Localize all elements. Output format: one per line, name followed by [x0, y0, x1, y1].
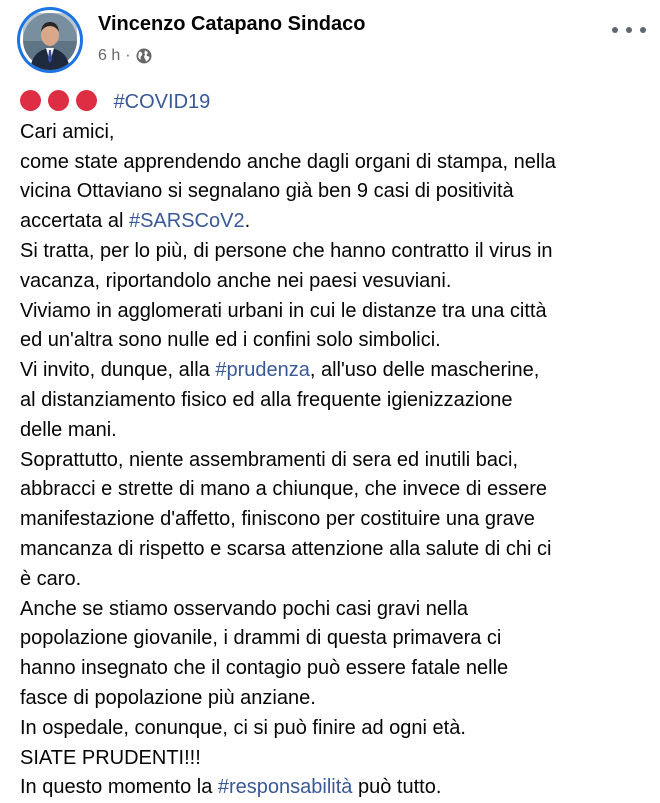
line-text: In questo momento la — [20, 776, 218, 799]
avatar[interactable] — [20, 10, 80, 70]
post-line: delle mani. — [20, 418, 117, 441]
line-text: può tutto. — [352, 776, 442, 799]
post-header — [0, 0, 660, 80]
line-text: . — [244, 210, 251, 233]
hashtag-link[interactable]: #prudenza — [215, 359, 310, 382]
post-line: ed un'altra sono nulle ed i confini solo simbolici. — [20, 329, 441, 352]
post-line: fasce di popolazione più anziane. — [20, 686, 316, 709]
more-options-icon[interactable] — [612, 20, 646, 40]
post-line — [20, 773, 645, 803]
hashtag-link[interactable]: #SARSCoV2 — [128, 210, 245, 233]
post-meta — [98, 47, 152, 65]
meta-separator: · — [125, 47, 131, 64]
red-circle-icons — [20, 90, 108, 111]
post-line: vicina Ottaviano si segnalano già ben 9 casi di positività — [20, 180, 514, 203]
post-line: SIATE PRUDENTI!!! — [20, 746, 201, 769]
post-line: come state apprendendo anche dagli organi di stampa, nella — [20, 150, 556, 173]
post-line: abbracci e strette di mano a chiunque, che invece di essere — [20, 478, 547, 501]
post-line: è caro. — [20, 567, 82, 590]
post-line: Anche se stiamo osservando pochi casi gravi nella — [20, 597, 469, 620]
post-line: hanno insegnato che il contagio può essere fatale nelle — [20, 657, 509, 680]
globe-icon[interactable] — [136, 48, 152, 64]
post-time[interactable]: 6 h — [98, 47, 121, 64]
hashtag-link[interactable]: #responsabilità — [217, 776, 353, 799]
line-text: Vi invito, dunque, alla — [20, 359, 216, 382]
post-line: Si tratta, per lo più, di persone che hanno contratto il virus in — [20, 239, 553, 262]
post-line: manifestazione d'affetto, finiscono per costituire una grave — [20, 508, 535, 531]
post-line: Viviamo in agglomerati urbani in cui le distanze tra una città — [20, 299, 547, 322]
post-line — [20, 207, 645, 237]
line-text: accertata al — [20, 210, 129, 233]
line-text: , all'uso delle mascherine, — [309, 359, 540, 382]
post-line — [20, 88, 645, 118]
hashtag-link[interactable]: #COVID19 — [113, 91, 211, 113]
post-line: Cari amici, — [20, 120, 115, 143]
post-line: In ospedale, conunque, ci si può finire ad ogni età. — [20, 716, 466, 739]
author-name[interactable]: Vincenzo Catapano Sindaco — [98, 13, 366, 35]
post-line: al distanziamento fisico ed alla frequente igienizzazione — [20, 388, 513, 411]
post-line: popolazione giovanile, i drammi di questa primavera ci — [20, 627, 502, 650]
post-line: mancanza di rispetto e scarsa attenzione alla salute di chi ci — [20, 537, 552, 560]
post-body — [20, 88, 645, 803]
post-line: vacanza, riportandolo anche nei paesi vesuviani. — [20, 269, 452, 292]
post-line: Soprattutto, niente assembramenti di sera ed inutili baci, — [20, 448, 519, 471]
post-line — [20, 356, 645, 386]
